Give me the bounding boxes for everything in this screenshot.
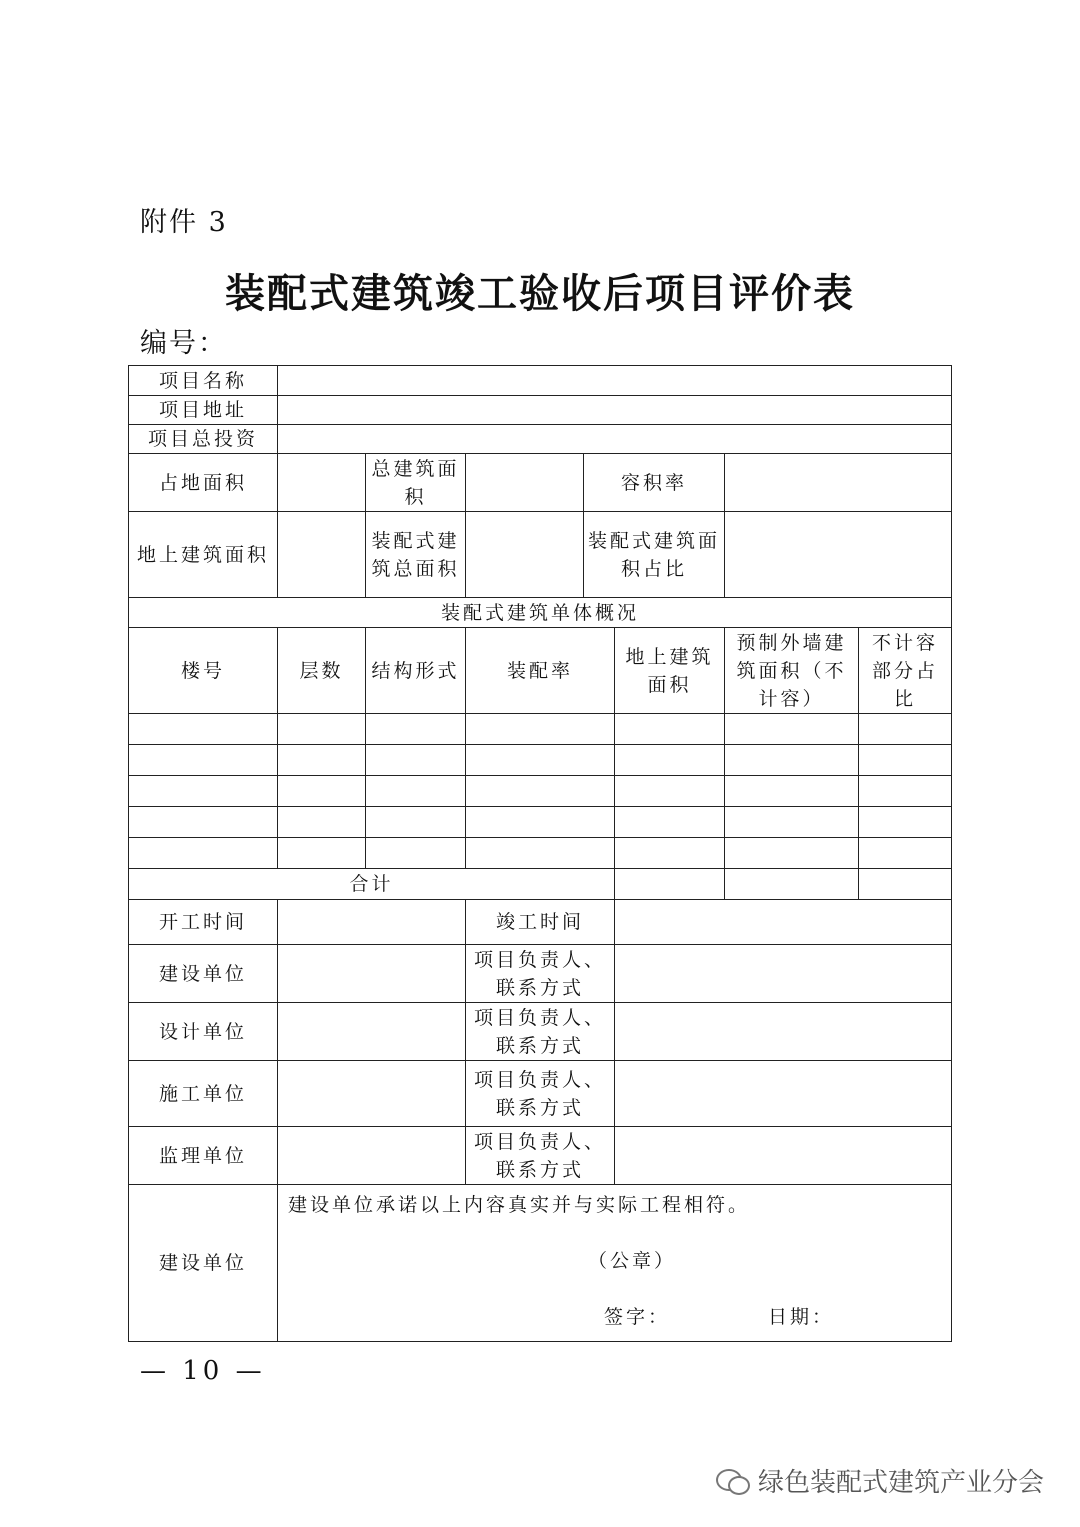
table-cell[interactable] [859, 745, 952, 776]
table-cell[interactable] [129, 807, 278, 838]
serial-number-label: 编号： [140, 328, 227, 359]
table-cell[interactable] [129, 838, 278, 869]
supervision-unit-field[interactable] [278, 1127, 466, 1185]
table-cell[interactable] [366, 838, 466, 869]
table-cell[interactable] [615, 714, 725, 745]
total-label: 合计 [129, 869, 615, 900]
project-address-label: 项目地址 [129, 396, 278, 425]
prefab-ratio-label: 装配式建筑面积占比 [584, 512, 725, 598]
plot-ratio-label: 容积率 [584, 454, 725, 512]
total-building-area-field[interactable] [466, 454, 584, 512]
contractor-unit-field[interactable] [278, 1061, 466, 1127]
design-unit-label: 设计单位 [129, 1003, 278, 1061]
start-time-field[interactable] [278, 900, 466, 945]
table-cell[interactable] [278, 807, 366, 838]
total-ratio-field[interactable] [859, 869, 952, 900]
table-cell[interactable] [366, 776, 466, 807]
table-cell[interactable] [725, 838, 859, 869]
table-cell[interactable] [725, 807, 859, 838]
official-seal-label: （公章） [588, 1250, 677, 1272]
design-unit-field[interactable] [278, 1003, 466, 1061]
table-cell[interactable] [129, 745, 278, 776]
table-cell[interactable] [615, 838, 725, 869]
prefab-area-label: 装配式建筑总面积 [366, 512, 466, 598]
total-wall-area-field[interactable] [725, 869, 859, 900]
supervision-contact-field[interactable] [615, 1127, 952, 1185]
contact-label: 项目负责人、联系方式 [466, 945, 615, 1003]
table-cell[interactable] [466, 807, 615, 838]
table-cell[interactable] [859, 838, 952, 869]
contact-label: 项目负责人、联系方式 [466, 1127, 615, 1185]
column-header: 不计容部分占比 [859, 628, 952, 714]
column-header: 预制外墙建筑面积（不计容） [725, 628, 859, 714]
table-row [129, 745, 952, 776]
contact-label: 项目负责人、联系方式 [466, 1061, 615, 1127]
column-header: 结构形式 [366, 628, 466, 714]
table-cell[interactable] [466, 838, 615, 869]
signature-label: 签字： [604, 1306, 671, 1328]
above-ground-area-field[interactable] [278, 512, 366, 598]
table-cell[interactable] [859, 807, 952, 838]
land-area-label: 占地面积 [129, 454, 278, 512]
table-cell[interactable] [278, 745, 366, 776]
construction-contact-field[interactable] [615, 945, 952, 1003]
plot-ratio-field[interactable] [725, 454, 952, 512]
table-cell[interactable] [366, 807, 466, 838]
contractor-contact-field[interactable] [615, 1061, 952, 1127]
column-header: 楼号 [129, 628, 278, 714]
land-area-field[interactable] [278, 454, 366, 512]
table-cell[interactable] [278, 714, 366, 745]
supervision-unit-label: 监理单位 [129, 1127, 278, 1185]
column-header: 层数 [278, 628, 366, 714]
table-cell[interactable] [859, 714, 952, 745]
wechat-icon [716, 1467, 750, 1495]
pledge-cell [278, 1185, 952, 1342]
project-name-field[interactable] [278, 366, 952, 396]
watermark [716, 1462, 1044, 1499]
contractor-unit-label: 施工单位 [129, 1061, 278, 1127]
table-cell[interactable] [725, 745, 859, 776]
table-cell[interactable] [615, 807, 725, 838]
table-cell[interactable] [466, 776, 615, 807]
table-cell[interactable] [725, 776, 859, 807]
total-area-field[interactable] [615, 869, 725, 900]
date-label: 日期： [768, 1306, 835, 1328]
form-title: 装配式建筑竣工验收后项目评价表 [225, 270, 855, 317]
table-row [129, 838, 952, 869]
table-cell[interactable] [278, 776, 366, 807]
column-header: 地上建筑面积 [615, 628, 725, 714]
table-cell[interactable] [278, 838, 366, 869]
attachment-label: 附件 3 [140, 207, 228, 238]
design-contact-field[interactable] [615, 1003, 952, 1061]
table-cell[interactable] [859, 776, 952, 807]
page-number: — 10 — [140, 1356, 266, 1386]
completion-time-field[interactable] [615, 900, 952, 945]
table-row [129, 807, 952, 838]
table-cell[interactable] [466, 714, 615, 745]
table-cell[interactable] [129, 714, 278, 745]
column-header: 装配率 [466, 628, 615, 714]
table-row [129, 776, 952, 807]
table-cell[interactable] [466, 745, 615, 776]
table-cell[interactable] [615, 776, 725, 807]
evaluation-form [128, 365, 952, 1342]
above-ground-area-label: 地上建筑面积 [129, 512, 278, 598]
overview-section-title: 装配式建筑单体概况 [129, 598, 952, 628]
completion-time-label: 竣工时间 [466, 900, 615, 945]
start-time-label: 开工时间 [129, 900, 278, 945]
project-address-field[interactable] [278, 396, 952, 425]
table-cell[interactable] [129, 776, 278, 807]
pledge-unit-label: 建设单位 [129, 1185, 278, 1342]
table-cell[interactable] [366, 745, 466, 776]
contact-label: 项目负责人、联系方式 [466, 1003, 615, 1061]
watermark-text: 绿色装配式建筑产业分会 [757, 1468, 1044, 1498]
table-cell[interactable] [366, 714, 466, 745]
total-investment-field[interactable] [278, 425, 952, 454]
construction-unit-label: 建设单位 [129, 945, 278, 1003]
table-cell[interactable] [615, 745, 725, 776]
total-building-area-label: 总建筑面积 [366, 454, 466, 512]
construction-unit-field[interactable] [278, 945, 466, 1003]
prefab-ratio-field[interactable] [725, 512, 952, 598]
pledge-statement: 建设单位承诺以上内容真实并与实际工程相符。 [288, 1194, 751, 1216]
project-name-label: 项目名称 [129, 366, 278, 396]
table-cell[interactable] [725, 714, 859, 745]
total-investment-label: 项目总投资 [129, 425, 278, 454]
table-row [129, 714, 952, 745]
prefab-area-field[interactable] [466, 512, 584, 598]
